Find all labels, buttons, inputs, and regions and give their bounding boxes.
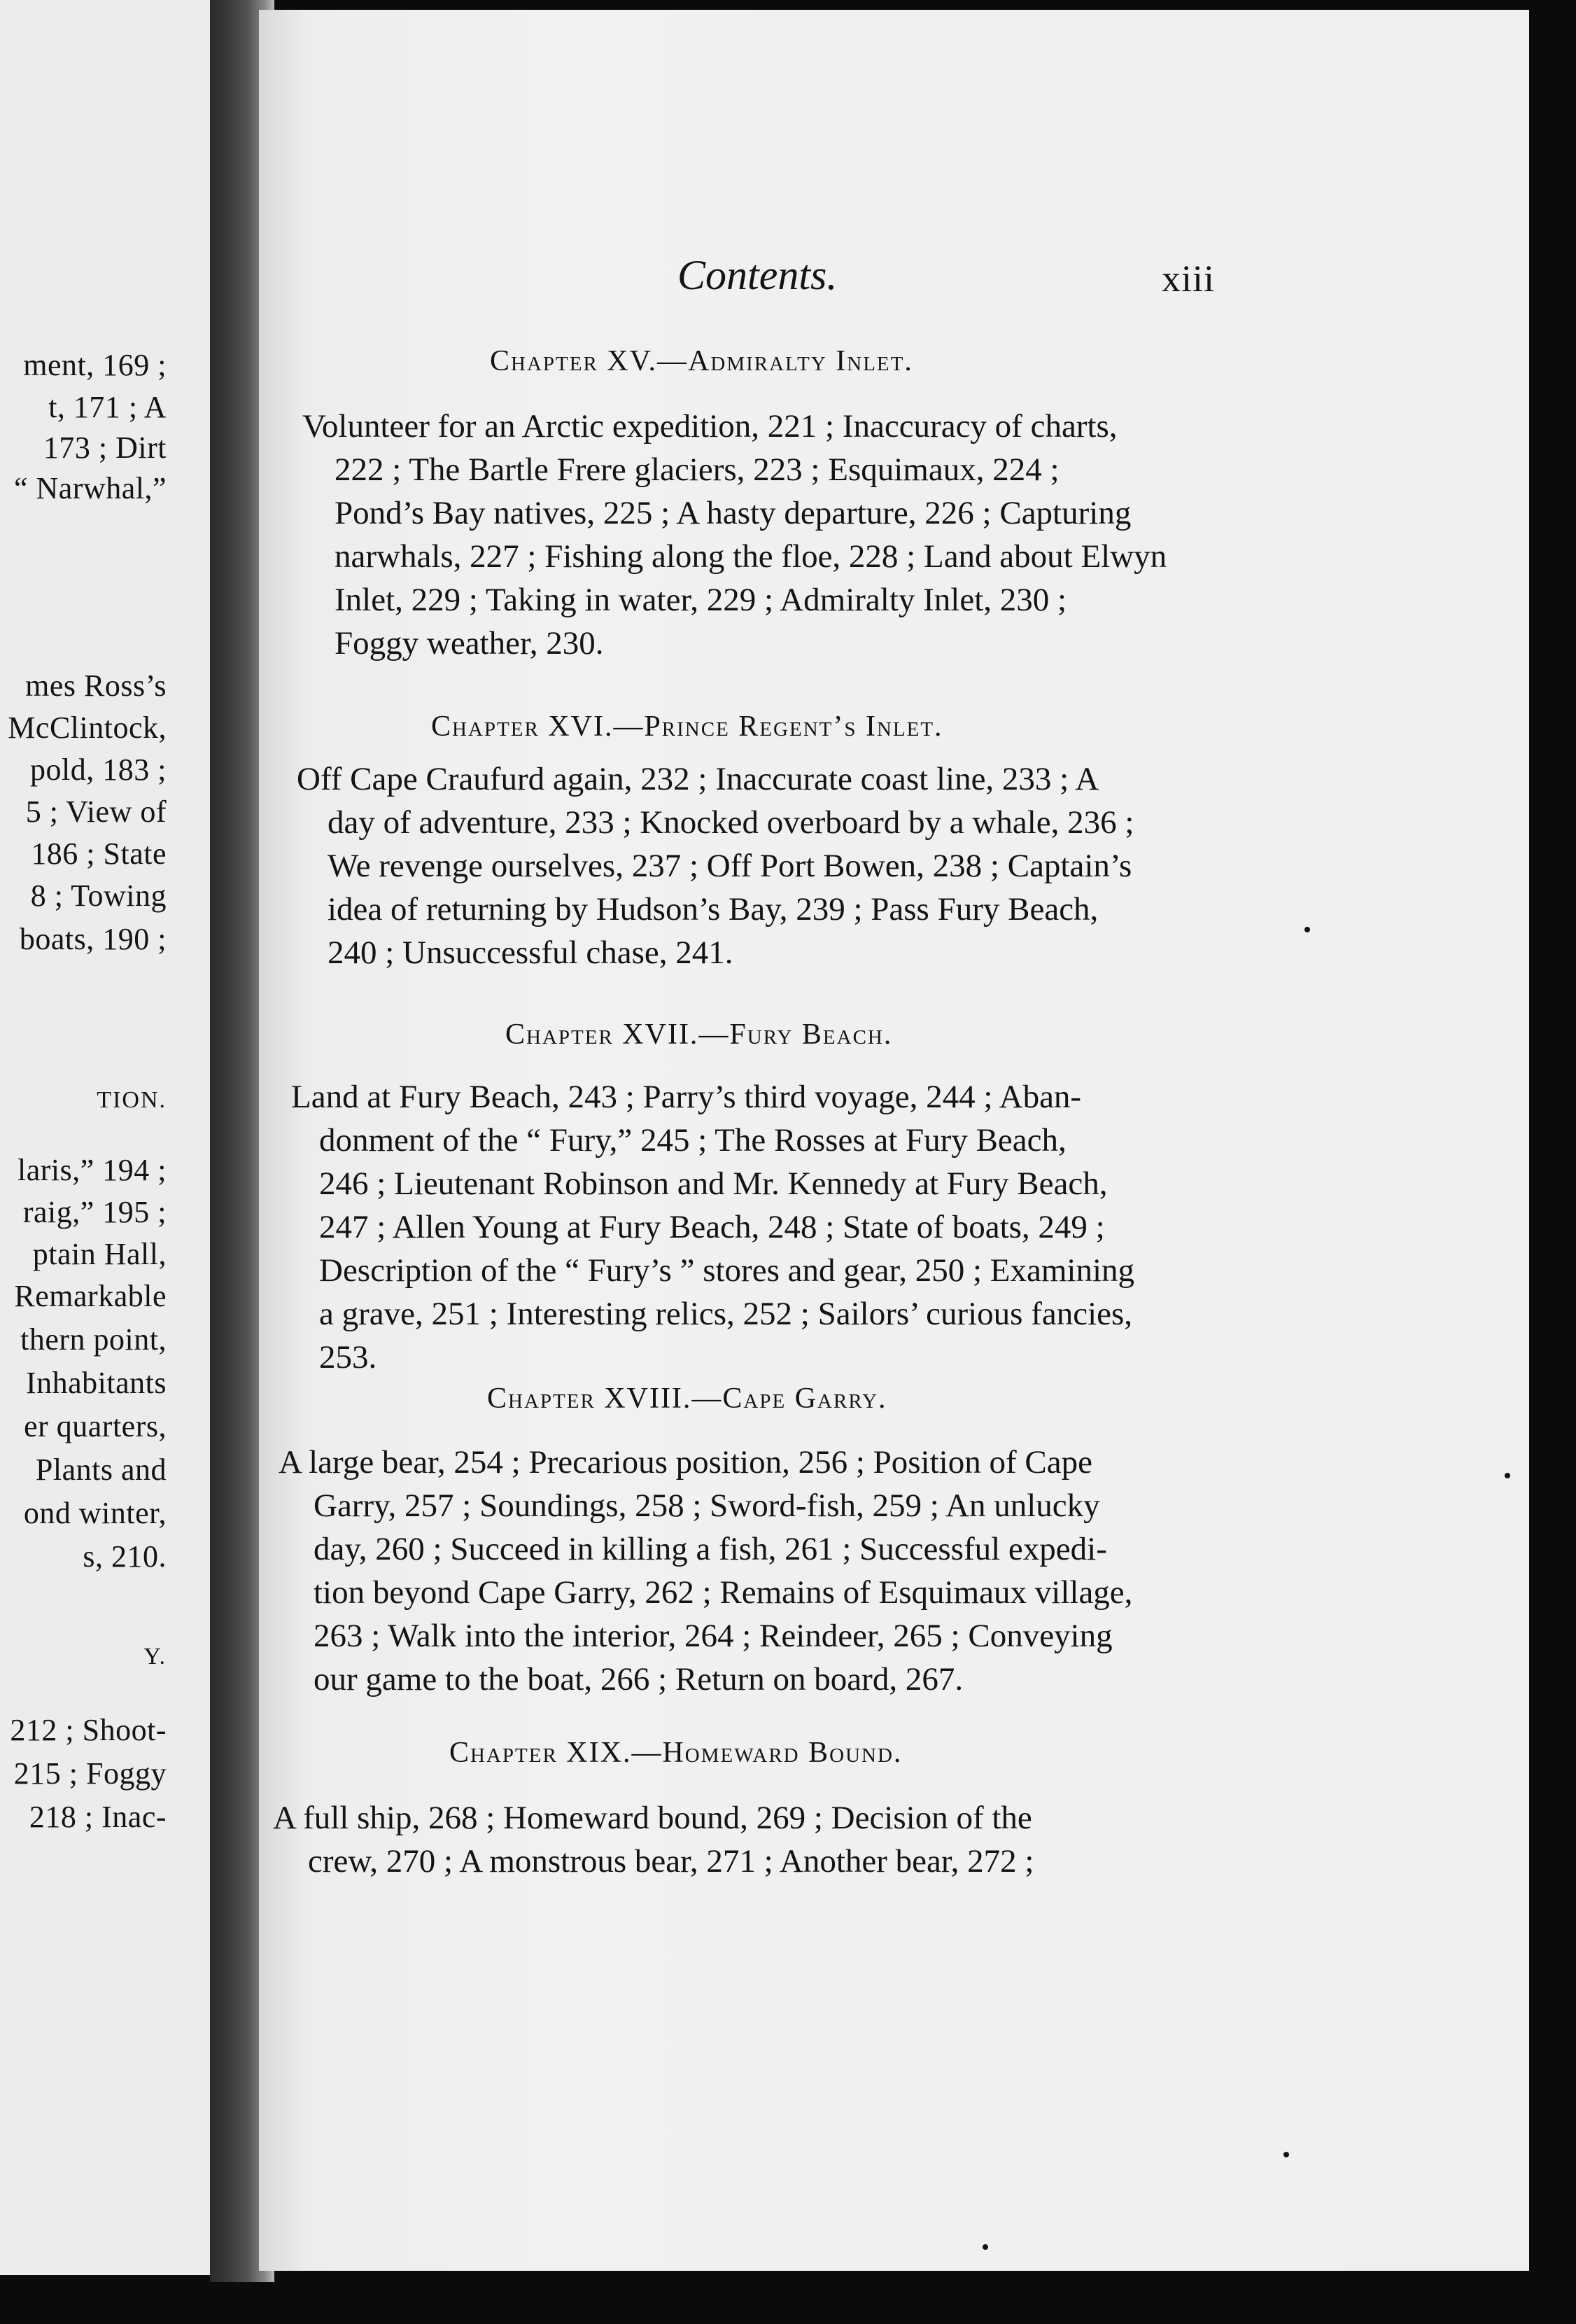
scan-speck	[1283, 2152, 1289, 2157]
left-page-line: McClintock,	[8, 710, 167, 745]
summary-line: We revenge ourselves, 237 ; Off Port Bowen, 238 ; Captain’s	[328, 848, 1132, 884]
chapter-heading: Chapter XVI.—Prince Regent’s Inlet.	[431, 710, 943, 743]
left-page-line: 8 ; Towing	[30, 878, 167, 913]
left-page-line: thern point,	[20, 1322, 167, 1357]
scan-speck	[983, 2244, 988, 2250]
summary-line: 263 ; Walk into the interior, 264 ; Reindeer, 265 ; Conveying	[314, 1618, 1113, 1654]
summary-line: Garry, 257 ; Soundings, 258 ; Sword-fish, 259 ; An unlucky	[314, 1488, 1100, 1524]
left-page-line: 186 ; State	[31, 836, 167, 871]
summary-line: Land at Fury Beach, 243 ; Parry’s third voyage, 244 ; Aban-	[291, 1079, 1082, 1115]
page-title: Contents.	[677, 252, 838, 298]
left-page-line: pold, 183 ;	[30, 752, 167, 787]
summary-line: 246 ; Lieutenant Robinson and Mr. Kennedy at Fury Beach,	[319, 1166, 1108, 1202]
left-page-line: laris,” 194 ;	[17, 1153, 167, 1187]
summary-line: our game to the boat, 266 ; Return on board, 267.	[314, 1661, 964, 1698]
left-page-heading: Y.	[143, 1644, 167, 1670]
left-page-line: s, 210.	[83, 1539, 167, 1574]
summary-line: Foggy weather, 230.	[335, 625, 604, 662]
scan-speck	[1505, 1473, 1510, 1478]
chapter-heading: Chapter XVII.—Fury Beach.	[505, 1018, 893, 1051]
left-page-heading: TION.	[97, 1087, 167, 1113]
summary-line: 240 ; Unsuccessful chase, 241.	[328, 934, 733, 971]
left-facing-page	[0, 0, 210, 2275]
summary-line: crew, 270 ; A monstrous bear, 271 ; Another bear, 272 ;	[308, 1843, 1034, 1879]
chapter-heading: Chapter XV.—Admiralty Inlet.	[490, 345, 913, 377]
summary-line: tion beyond Cape Garry, 262 ; Remains of Esquimaux village,	[314, 1574, 1133, 1611]
summary-line: 247 ; Allen Young at Fury Beach, 248 ; State of boats, 249 ;	[319, 1209, 1105, 1245]
left-page-line: Plants and	[35, 1452, 167, 1487]
left-page-line: mes Ross’s	[25, 668, 167, 703]
left-page-line: ment, 169 ;	[23, 348, 167, 382]
left-page-line: boats, 190 ;	[19, 922, 167, 956]
summary-line: idea of returning by Hudson’s Bay, 239 ; Pass Fury Beach,	[328, 891, 1099, 927]
summary-line: Description of the “ Fury’s ” stores and gear, 250 ; Examining	[319, 1252, 1135, 1289]
left-page-line: 5 ; View of	[25, 794, 167, 829]
left-page-line: 212 ; Shoot-	[10, 1713, 167, 1747]
left-page-line: Remarkable	[14, 1279, 167, 1313]
summary-line: 222 ; The Bartle Frere glaciers, 223 ; Esquimaux, 224 ;	[335, 451, 1060, 488]
summary-line: Inlet, 229 ; Taking in water, 229 ; Admiralty Inlet, 230 ;	[335, 582, 1067, 618]
summary-line: Volunteer for an Arctic expedition, 221 ; Inaccuracy of charts,	[302, 408, 1118, 444]
left-page-line: 215 ; Foggy	[13, 1756, 167, 1791]
left-page-line: “ Narwhal,”	[13, 471, 167, 505]
summary-line: Pond’s Bay natives, 225 ; A hasty departure, 226 ; Capturing	[335, 495, 1132, 531]
left-page-line: Inhabitants	[25, 1366, 167, 1400]
left-page-line: ond winter,	[23, 1496, 167, 1530]
running-head	[259, 251, 1529, 300]
page-number: xiii	[1162, 258, 1216, 300]
summary-line: A full ship, 268 ; Homeward bound, 269 ; Decision of the	[273, 1800, 1032, 1836]
summary-line: narwhals, 227 ; Fishing along the floe, 228 ; Land about Elwyn	[335, 538, 1167, 575]
summary-line: day, 260 ; Succeed in killing a fish, 261 ; Successful expedi-	[314, 1531, 1107, 1567]
summary-line: 253.	[319, 1339, 377, 1376]
summary-line: A large bear, 254 ; Precarious position, 256 ; Position of Cape	[279, 1444, 1092, 1480]
chapter-heading: Chapter XVIII.—Cape Garry.	[487, 1382, 887, 1415]
scan-speck	[1304, 927, 1310, 932]
summary-line: Off Cape Craufurd again, 232 ; Inaccurate coast line, 233 ; A	[297, 761, 1099, 797]
left-page-line: ptain Hall,	[32, 1237, 167, 1271]
chapter-heading: Chapter XIX.—Homeward Bound.	[449, 1737, 903, 1769]
left-page-line: t, 171 ; A	[48, 390, 167, 424]
summary-line: day of adventure, 233 ; Knocked overboard by a whale, 236 ;	[328, 804, 1134, 841]
summary-line: a grave, 251 ; Interesting relics, 252 ; Sailors’ curious fancies,	[319, 1296, 1133, 1332]
summary-line: donment of the “ Fury,” 245 ; The Rosses at Fury Beach,	[319, 1122, 1067, 1158]
left-page-line: er quarters,	[24, 1409, 167, 1443]
contents-page	[259, 10, 1529, 2271]
left-page-line: 218 ; Inac-	[29, 1800, 167, 1834]
left-page-line: raig,” 195 ;	[22, 1195, 167, 1229]
left-page-line: 173 ; Dirt	[43, 430, 167, 465]
